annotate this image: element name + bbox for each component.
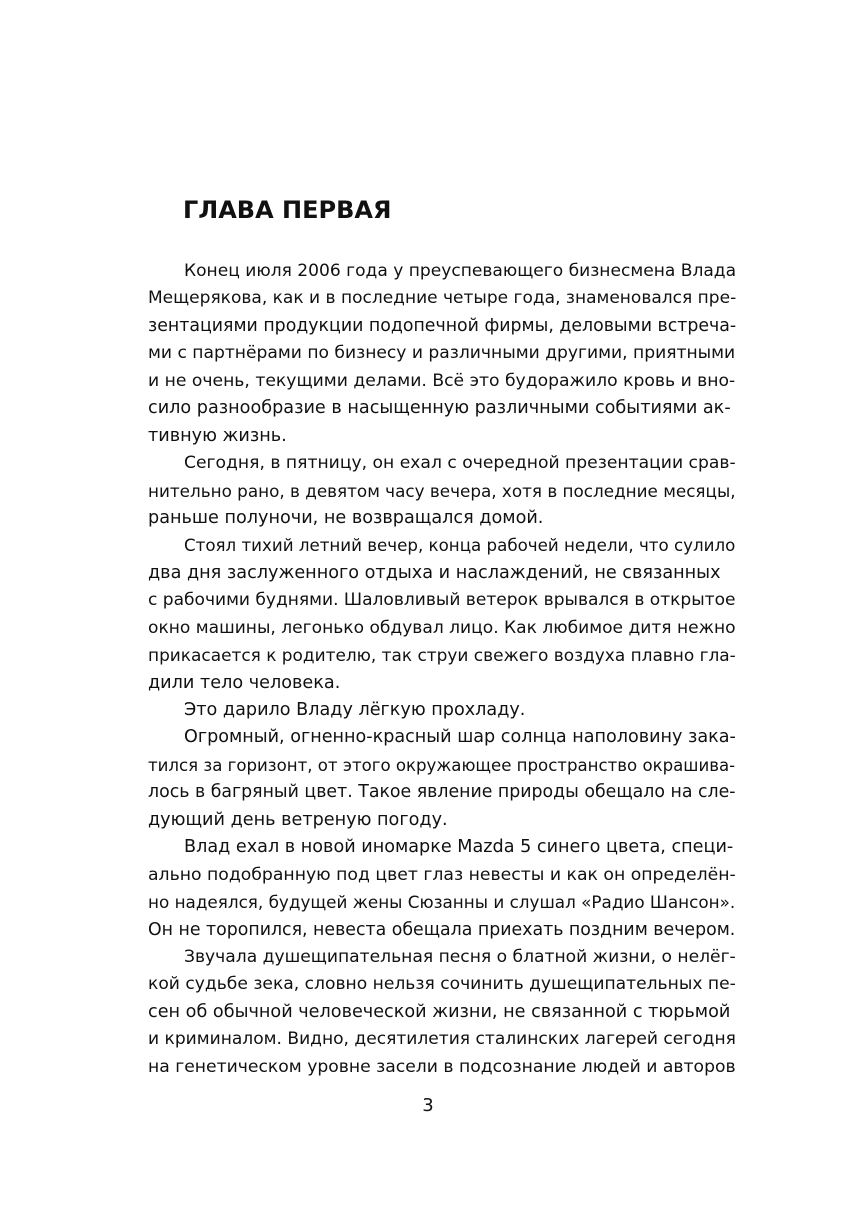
text-line: с рабочими буднями. Шаловливый ветерок врывался в открытое: [148, 590, 736, 611]
text-line: ально подобранную под цвет глаз невесты и как он определён-: [148, 864, 736, 885]
text-line: лось в багряный цвет. Такое явление природы обещало на сле-: [148, 782, 736, 803]
text-line: раньше полуночи, не возвращался домой.: [148, 507, 544, 528]
chapter-title: ГЛАВА ПЕРВАЯ: [183, 196, 392, 224]
text-line: зентациями продукции подопечной фирмы, деловыми встреча-: [148, 315, 737, 336]
text-line: дили тело человека.: [148, 672, 341, 693]
text-line: нительно рано, в девятом часу вечера, хотя в последние месяцы,: [148, 480, 736, 501]
text-line: сен об обычной человеческой жизни, не связанной с тюрьмой: [148, 1001, 731, 1022]
text-line: и криминалом. Видно, десятилетия сталинских лагерей сегодня: [148, 1029, 736, 1050]
chapter-body-text: [148, 258, 748, 1081]
text-line: и не очень, текущими делами. Всё это будоражило кровь и вно-: [148, 370, 736, 391]
text-line: Стоял тихий летний вечер, конца рабочей недели, что сулило: [184, 536, 736, 556]
text-line: тился за горизонт, от этого окружающее пространство окрашива-: [148, 755, 736, 775]
text-line: Это дарило Владу лёгкую прохладу.: [184, 700, 526, 720]
text-line: Звучала душещипательная песня о блатной жизни, о нелёг-: [184, 946, 736, 967]
page-number: 3: [422, 1095, 434, 1116]
text-line: Сегодня, в пятницу, он ехал с очередной презентации срав-: [184, 453, 736, 474]
text-line: ми с партнёрами по бизнесу и различными другими, приятными: [148, 343, 736, 364]
text-line: тивную жизнь.: [148, 425, 287, 446]
text-line: два дня заслуженного отдыха и наслаждений, не связанных: [148, 562, 721, 583]
text-line: сило разнообразие в насыщенную различными событиями ак-: [148, 398, 731, 419]
text-line: дующий день ветреную погоду.: [148, 809, 448, 830]
text-line: Он не торопился, невеста обещала приехать поздним вечером.: [148, 919, 736, 940]
text-line: окно машины, легонько обдувал лицо. Как любимое дитя нежно: [148, 617, 736, 638]
text-line: Мещерякова, как и в последние четыре года, знаменовался пре-: [148, 288, 737, 309]
text-line: но надеялся, будущей жены Сюзанны и слушал «Радио Шансон».: [148, 892, 736, 913]
text-line: Огромный, огненно-красный шар солнца наполовину зака-: [184, 727, 736, 748]
text-line: на генетическом уровне засели в подсознание людей и авторов: [148, 1056, 736, 1077]
text-line: кой судьбе зека, словно нельзя сочинить душещипательных пе-: [148, 974, 736, 995]
text-line: прикасается к родителю, так струи свежего воздуха плавно гла-: [148, 645, 736, 666]
text-line: Влад ехал в новой иномарке Mazda 5 синего цвета, специ-: [184, 837, 734, 858]
text-line: Конец июля 2006 года у преуспевающего бизнесмена Влада: [184, 261, 737, 281]
